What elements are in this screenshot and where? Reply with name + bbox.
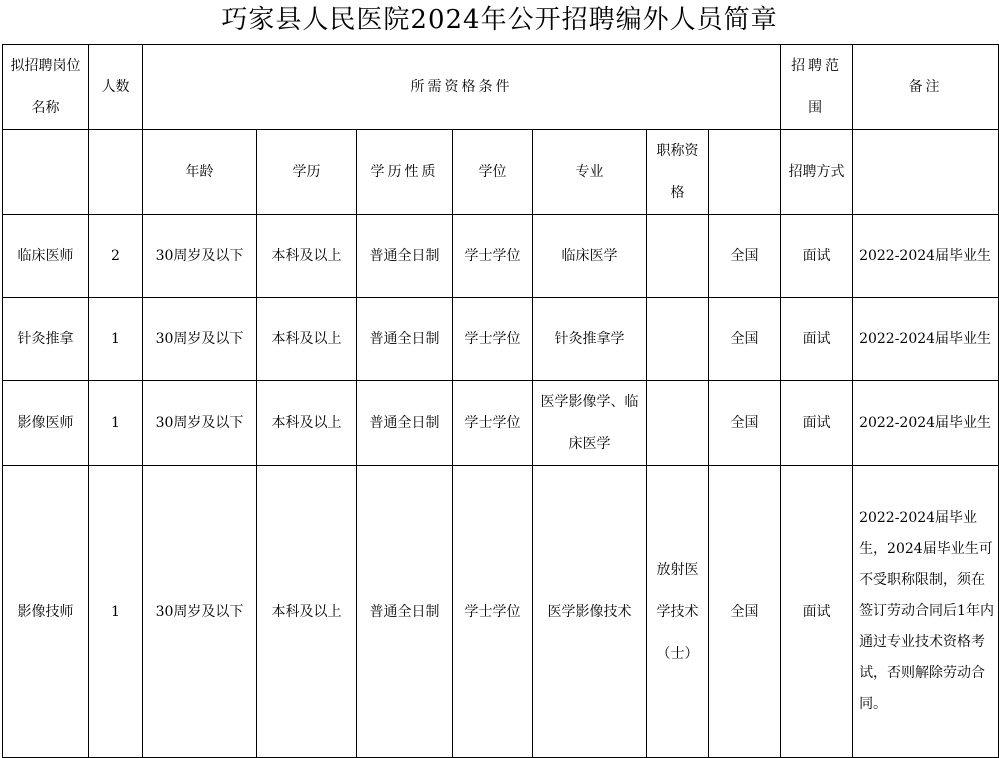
header-remarks: 备注	[853, 45, 999, 130]
header-empty-remarks	[853, 130, 999, 215]
cell-education: 本科及以上	[257, 381, 357, 466]
cell-education: 本科及以上	[257, 466, 357, 758]
cell-major: 医学影像学、临床医学	[533, 381, 647, 466]
cell-scope: 全国	[709, 466, 781, 758]
cell-education-type: 普通全日制	[357, 466, 453, 758]
table-row	[3, 466, 999, 758]
header-method: 招聘方式	[781, 130, 853, 215]
cell-position: 临床医师	[3, 215, 89, 298]
cell-degree: 学士学位	[453, 466, 533, 758]
cell-education-type: 普通全日制	[357, 298, 453, 381]
cell-remarks: 2022-2024届毕业生	[853, 381, 999, 466]
header-row-2	[3, 130, 999, 215]
cell-degree: 学士学位	[453, 298, 533, 381]
header-major: 专业	[533, 130, 647, 215]
cell-scope: 全国	[709, 381, 781, 466]
header-title-qualification: 职称资格	[647, 130, 709, 215]
header-scope: 招聘范围	[781, 45, 853, 130]
table-row	[3, 215, 999, 298]
cell-remarks: 2022-2024届毕业生	[853, 215, 999, 298]
cell-education: 本科及以上	[257, 298, 357, 381]
recruitment-table	[2, 44, 999, 758]
cell-age: 30周岁及以下	[143, 298, 257, 381]
cell-age: 30周岁及以下	[143, 381, 257, 466]
header-age: 年龄	[143, 130, 257, 215]
cell-major: 医学影像技术	[533, 466, 647, 758]
cell-title-qualification	[647, 215, 709, 298]
cell-scope: 全国	[709, 298, 781, 381]
cell-scope: 全国	[709, 215, 781, 298]
cell-education: 本科及以上	[257, 215, 357, 298]
header-qualifications: 所需资格条件	[143, 45, 781, 130]
cell-method: 面试	[781, 298, 853, 381]
cell-degree: 学士学位	[453, 381, 533, 466]
cell-count: 1	[89, 298, 143, 381]
cell-position: 影像医师	[3, 381, 89, 466]
table-row	[3, 298, 999, 381]
cell-major: 针灸推拿学	[533, 298, 647, 381]
header-position: 拟招聘岗位名称	[3, 45, 89, 130]
cell-degree: 学士学位	[453, 215, 533, 298]
cell-title-qualification	[647, 381, 709, 466]
cell-age: 30周岁及以下	[143, 215, 257, 298]
header-education: 学历	[257, 130, 357, 215]
cell-count: 1	[89, 466, 143, 758]
cell-remarks: 2022-2024届毕业生	[853, 298, 999, 381]
cell-method: 面试	[781, 466, 853, 758]
cell-method: 面试	[781, 215, 853, 298]
page-title: 巧家县人民医院2024年公开招聘编外人员简章	[221, 5, 778, 35]
cell-major: 临床医学	[533, 215, 647, 298]
cell-education-type: 普通全日制	[357, 381, 453, 466]
header-empty-scope	[709, 130, 781, 215]
header-empty-position	[3, 130, 89, 215]
cell-title-qualification: 放射医学技术（士）	[647, 466, 709, 758]
cell-count: 1	[89, 381, 143, 466]
cell-title-qualification	[647, 298, 709, 381]
header-degree: 学位	[453, 130, 533, 215]
cell-count: 2	[89, 215, 143, 298]
cell-position: 针灸推拿	[3, 298, 89, 381]
cell-position: 影像技师	[3, 466, 89, 758]
cell-method: 面试	[781, 381, 853, 466]
header-education-type: 学历性质	[357, 130, 453, 215]
cell-age: 30周岁及以下	[143, 466, 257, 758]
cell-education-type: 普通全日制	[357, 215, 453, 298]
table-row	[3, 381, 999, 466]
header-empty-count	[89, 130, 143, 215]
header-count: 人数	[89, 45, 143, 130]
cell-remarks: 2022-2024届毕业生，2024届毕业生可不受职称限制，须在签订劳动合同后1年内通过专业技术资格考试，否则解除劳动合同。	[853, 466, 999, 758]
header-row-1	[3, 45, 999, 130]
